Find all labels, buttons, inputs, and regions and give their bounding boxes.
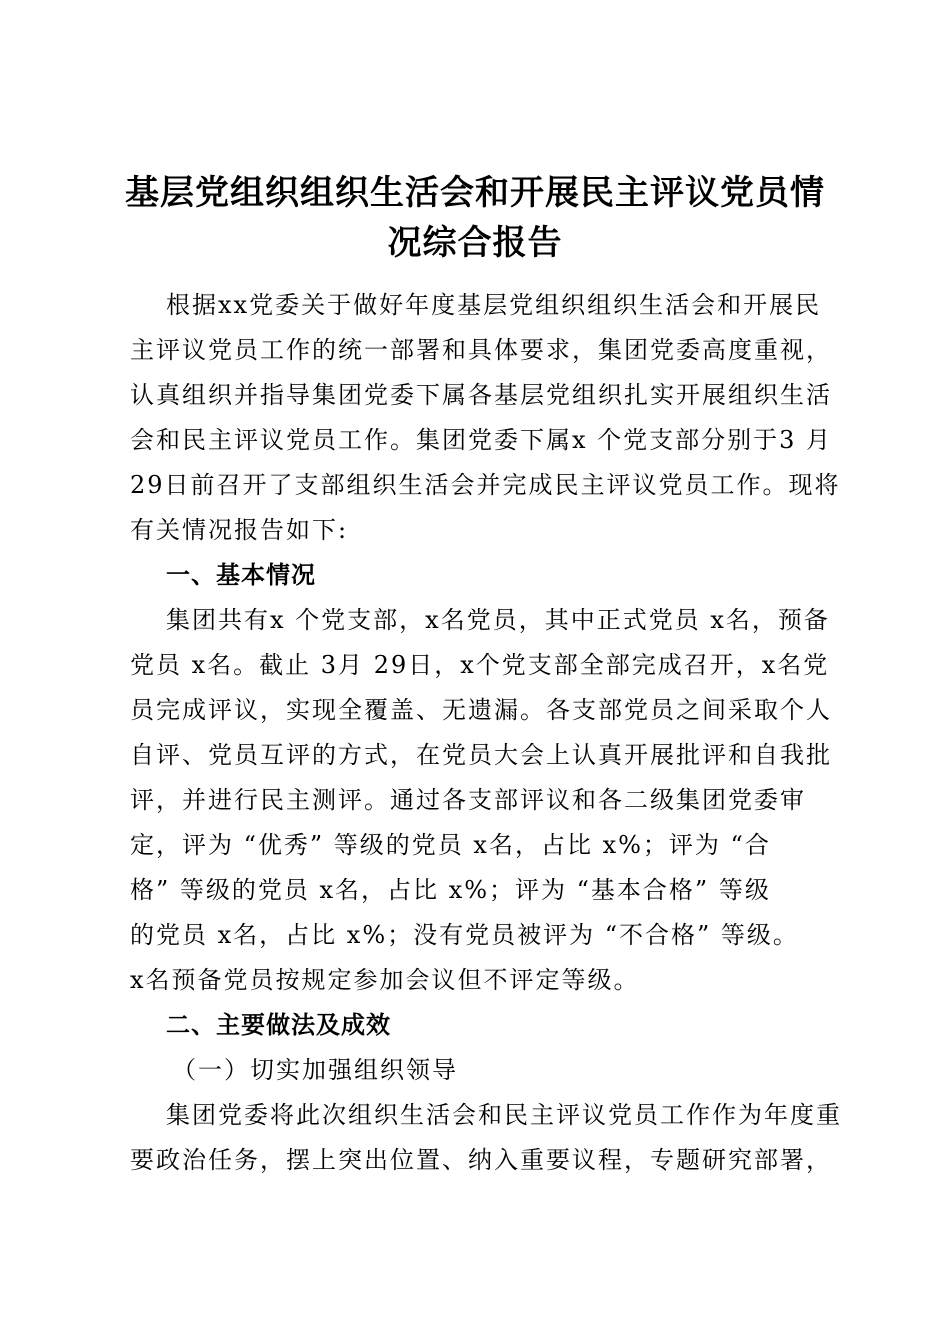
body-line: 要政治任务，摆上突出位置、纳入重要议程，专题研究部署， [130, 1146, 832, 1174]
body-line: 会和民主评议党员工作。集团党委下属x 个党支部分别于3 月 [130, 426, 833, 454]
body-line: 定，评为 “优秀” 等级的党员 x名，占比 x%；评为 “合 [130, 831, 771, 859]
body-line: 集团共有x 个党支部，x名党员，其中正式党员 x名，预备 [166, 606, 830, 634]
body-line: 的党员 x名，占比 x%；没有党员被评为 “不合格” 等级。 [130, 921, 799, 949]
body-line: 员完成评议，实现全覆盖、无遗漏。各支部党员之间采取个人 [130, 696, 832, 724]
document-title [120, 168, 830, 268]
section-heading-practices: 二、主要做法及成效 [166, 1011, 391, 1039]
body-line: x名预备党员按规定参加会议但不评定等级。 [130, 966, 640, 994]
body-line: 有关情况报告如下: [130, 516, 349, 544]
body-line: 评，并进行民主测评。通过各支部评议和各二级集团党委审 [130, 786, 806, 814]
title-line-1: 基层党组织组织生活会和开展民主评议党员情 [125, 173, 825, 213]
title-line-2: 况综合报告 [387, 223, 563, 263]
body-line: 自评、党员互评的方式，在党员大会上认真开展批评和自我批 [130, 741, 832, 769]
body-line: 主评议党员工作的统一部署和具体要求，集团党委高度重视， [130, 336, 832, 364]
subsection-heading: （一）切实加强组织领导 [172, 1056, 458, 1084]
body-line: 根据xx党委关于做好年度基层党组织组织生活会和开展民 [166, 291, 822, 319]
section-heading-basic: 一、基本情况 [166, 561, 316, 589]
body-line: 党员 x名。截止 3月 29日，x个党支部全部完成召开，x名党 [130, 651, 830, 679]
body-line: 格” 等级的党员 x名，占比 x%；评为 “基本合格” 等级 [130, 876, 771, 904]
body-line: 认真组织并指导集团党委下属各基层党组织扎实开展组织生活 [130, 381, 832, 409]
body-line: 集团党委将此次组织生活会和民主评议党员工作作为年度重 [166, 1101, 842, 1129]
body-line: 29日前召开了支部组织生活会并完成民主评议党员工作。现将 [130, 471, 841, 499]
